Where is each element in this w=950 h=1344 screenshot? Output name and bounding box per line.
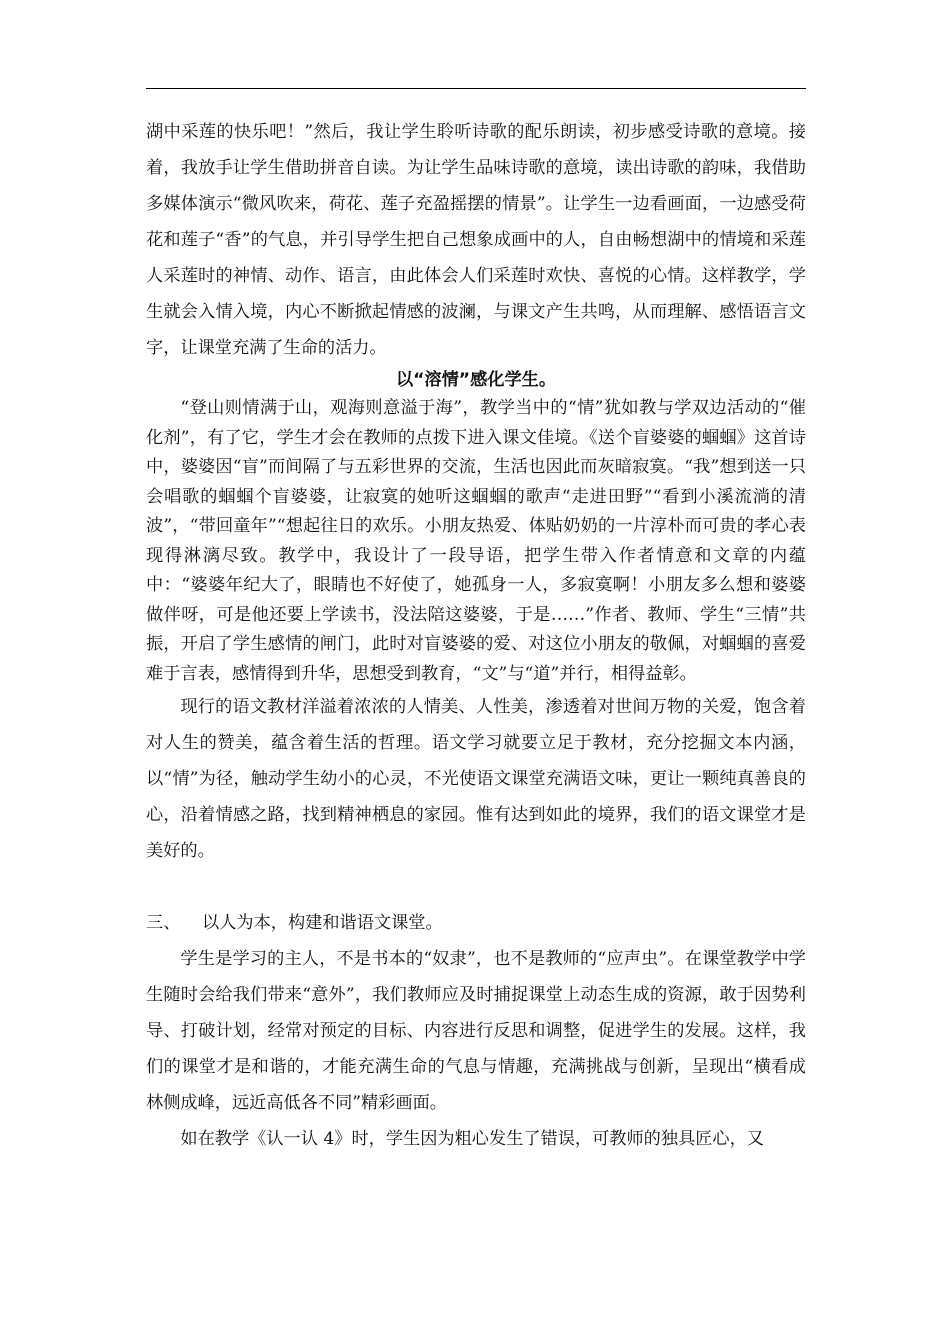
paragraph-example: 如在教学《认一认 4》时，学生因为粗心发生了错误，可教师的独具匠心，又 xyxy=(180,1129,764,1149)
subheading-emotion: 以“溶情”感化学生。 xyxy=(395,370,557,390)
header-rule xyxy=(146,88,806,89)
paragraph-lotus: 湖中采莲的快乐吧！”然后，我让学生聆听诗歌的配乐朗读，初步感受诗歌的意境。接着，我放手让学生借助拼音自读。为让学生品味诗歌的意境，读出诗歌的韵味，我借助多媒体演示“微风吹来，荷花、莲子充盈摇摆的情景”。让学生一边看画面，一边感受荷花和莲子“香”的气息，并引导学生把自己想象成画中的人，自由畅想湖中的情境和采莲人采莲时的神情、动作、语言，由此体会人们采莲时欢快、喜悦的心情。这样教学，学生就会入情入境，内心不断掀起情感的波澜，与课文产生共鸣，从而理解、感悟语言文字，让课堂充满了生命的活力。 xyxy=(146,122,806,358)
section-title: 以人为本，构建和谐语文课堂。 xyxy=(202,913,443,933)
section-heading-three xyxy=(146,905,806,941)
blank-line xyxy=(146,869,806,905)
paragraph-textbook: 现行的语文教材洋溢着浓浓的人情美、人性美，渗透着对世间万物的关爱，饱含着对人生的赞美，蕴含着生活的哲理。语文学习就要立足于教材，充分挖掘文本内涵，以“情”为径，触动学生幼小的心灵，不光使语文课堂充满语文味，更让一颗纯真善良的心，沿着情感之路，找到精神栖息的家园。惟有达到如此的境界，我们的语文课堂才是美好的。 xyxy=(146,697,806,861)
paragraph-grasshopper: “登山则情满于山，观海则意溢于海”，教学当中的“情”犹如教与学双边活动的“催化剂”，有了它，学生才会在教师的点拨下进入课文佳境。《送个盲婆婆的蝈蝈》这首诗中，婆婆因“盲”而间隔了与五彩世界的交流，生活也因此而灰暗寂寞。“我”想到送一只会唱歌的蝈蝈个盲婆婆，让寂寞的她听这蝈蝈的歌声“走进田野”“看到小溪流淌的清波”，“带回童年”“想起往日的欢乐。小朋友热爱、体贴奶奶的一片淳朴而可贵的孝心表现得淋漓尽致。教学中，我设计了一段导语，把学生带入作者情意和文章的内蕴中：“婆婆年纪大了，眼睛也不好使了，她孤身一人，多寂寞啊！小朋友多么想和婆婆做伴呀，可是他还要上学读书，没法陪这婆婆，于是……”作者、教师、学生“三情”共振，开启了学生感情的闸门，此时对盲婆婆的爱、对这位小朋友的敬佩，对蝈蝈的喜爱难于言表，感情得到升华，思想受到教育，“文”与“道”并行，相得益彰。 xyxy=(146,398,806,684)
paragraph-student-master: 学生是学习的主人，不是书本的“奴隶”，也不是教师的“应声虫”。在课堂教学中学生随时会给我们带来“意外”，我们教师应及时捕捉课堂上动态生成的资源，敢于因势利导、打破计划，经常对预定的目标、内容进行反思和调整，促进学生的发展。这样，我们的课堂才是和谐的，才能充满生命的气息与情趣，充满挑战与创新，呈现出“横看成林侧成峰，远近高低各不同”精彩画面。 xyxy=(146,949,806,1113)
document-body xyxy=(146,114,806,1157)
section-number: 三、 xyxy=(146,913,181,933)
